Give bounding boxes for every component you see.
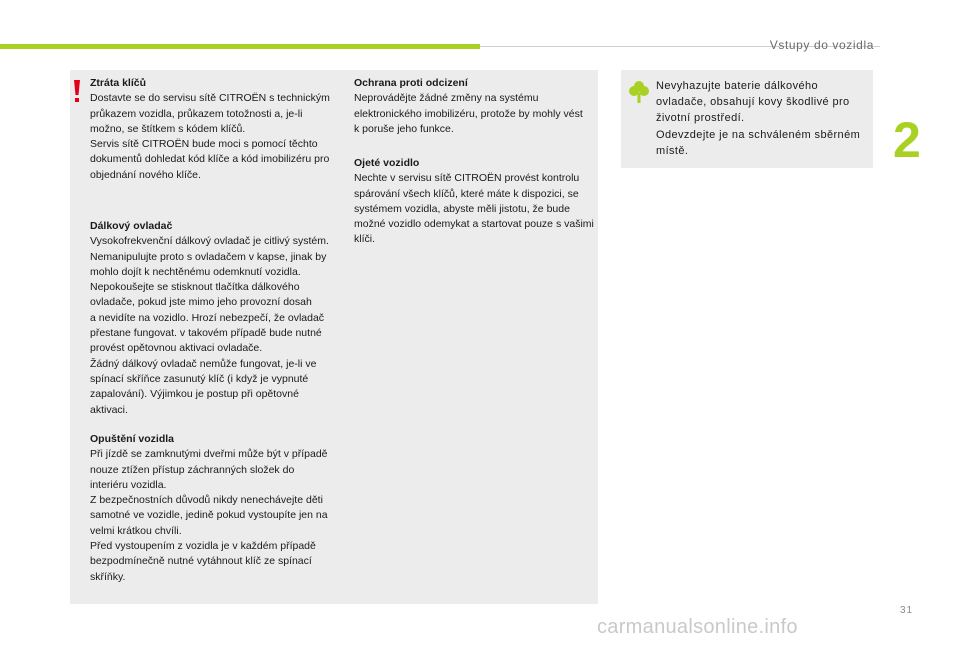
remote-control-block — [90, 219, 340, 418]
lost-keys-title: Ztráta klíčů — [90, 77, 147, 89]
warning-exclamation-icon — [72, 80, 82, 104]
lost-keys-body: Dostavte se do servisu sítě CITROËN s technickým průkazem vozidla, průkazem totožnosti a, je-li možno, se štítkem s kódem klíčů. Servis sítě CITROËN bude moci s pomocí těchto dokumentů dohledat kód klíče a kód imobilizéru pro objednání nového klíče. — [90, 92, 330, 181]
remote-control-body: Vysokofrekvenční dálkový ovladač je citlivý systém. Nemanipulujte proto s ovladačem v kapse, jinak by mohlo dojít k nechtěnému odemknutí vozidla. Nepokoušejte se stisknout tlačítka dálkového ovladače, pokud jste mimo jeho provozní dosah a nevidíte na vozidlo. Hrozí nebezpečí, že ovladač přestane fungovat. v takovém případě bude nutné provést opětovnou aktivaci ovladače. Žádný dálkový ovladač nemůže fungovat, je-li ve spínací skříňce zasunutý klíč (i když je vypnuté zapalování). Výjimkou je postup při opětovné aktivaci. — [90, 235, 329, 416]
leaving-vehicle-block — [90, 432, 340, 585]
eco-note-text: Nevyhazujte baterie dálkového ovladače, obsahují kovy škodlivé pro životní prostředí. Odevzdejte je na schváleném sběrném místě. — [656, 80, 861, 157]
section-title: Vstupy do vozidla — [769, 38, 874, 52]
leaf-tree-icon — [628, 80, 650, 104]
used-vehicle-title: Ojeté vozidlo — [354, 157, 420, 169]
theft-protection-block — [354, 76, 594, 137]
page-number: 31 — [900, 605, 914, 616]
theft-protection-title: Ochrana proti odcizení — [354, 77, 468, 89]
leaving-vehicle-title: Opuštění vozidla — [90, 433, 175, 445]
chapter-number: 2 — [893, 112, 921, 168]
remote-control-title: Dálkový ovladač — [90, 220, 173, 232]
leaving-vehicle-body: Při jízdě se zamknutými dveřmi může být v případě nouze ztížen přístup záchranných složek do interiéru vozidla. Z bezpečnostních důvodů nikdy nenechávejte děti samotné ve vozidle, jedině pokud vystoupíte jen na velmi krátkou chvíli. Před vystoupením z vozidla je v každém případě bezpodmínečně nutné vytáhnout klíč ze spínací skříňky. — [90, 448, 328, 583]
header-accent-bar — [0, 44, 480, 49]
watermark-text: carmanualsonline.info — [597, 616, 798, 638]
theft-protection-body: Neprovádějte žádné změny na systému elektronického imobilizéru, protože by mohly vést k poruše jeho funkce. — [354, 92, 583, 135]
lost-keys-block — [90, 76, 340, 183]
used-vehicle-block — [354, 156, 594, 248]
used-vehicle-body: Nechte v servisu sítě CITROËN provést kontrolu spárování všech klíčů, které máte k dispozici, se systémem vozidla, abyste měli jistotu, že bude možné vozidlo odemykat a startovat pouze s vašimi klíči. — [354, 172, 594, 246]
